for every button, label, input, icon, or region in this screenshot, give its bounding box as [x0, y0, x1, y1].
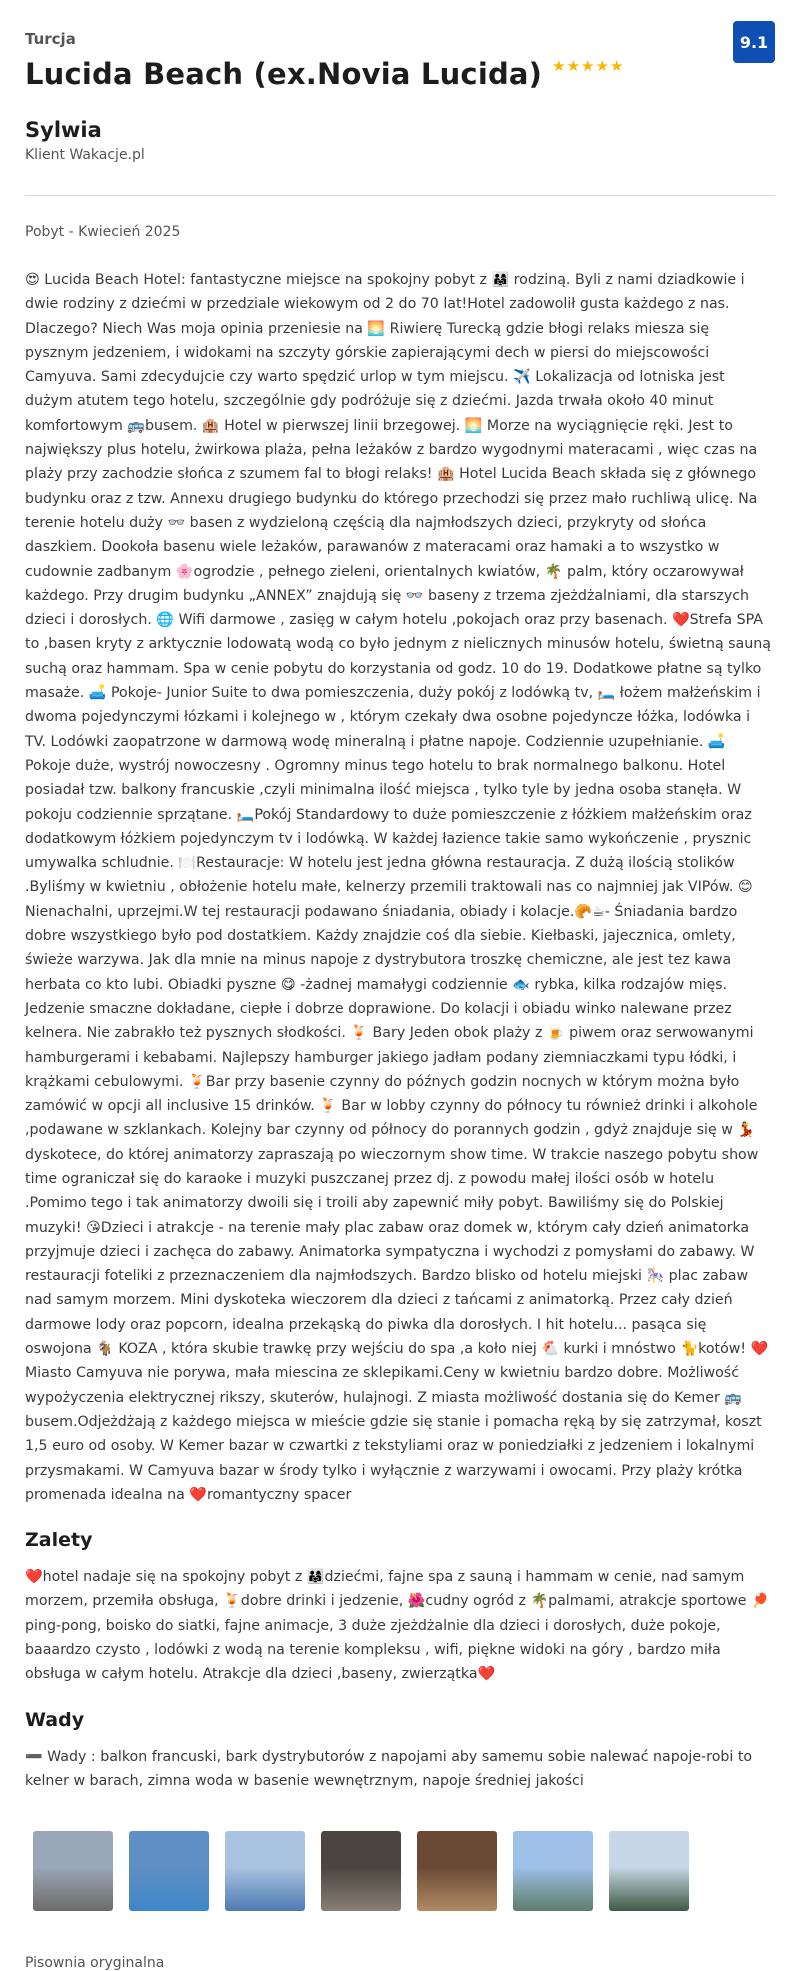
star-icon: ★: [595, 56, 609, 75]
score-badge: 9.1: [733, 21, 775, 63]
hotel-facade-photo[interactable]: [33, 1831, 113, 1911]
stay-date: Pobyt - Kwiecień 2025: [25, 224, 181, 240]
review-text: 😍 Lucida Beach Hotel: fantastyczne miejsce na spokojny pobyt z 👨‍👩‍👧 rodziną. Byli z nami dziadkowie i dwie rodziny z dziećmi w przedziale wiekowym od 2 do 70 lat!Hotel zadowolił gusta każdego z nas. Dlaczego? Niech Was moja opinia przeniesie na 🌅 Riwierę Turecką gdzie błogi relaks miesza się pysznym jedzeniem, i widokami na szczyty górskie zapierającymi dech w piersi do miejscowości Camyuva. Sami zdecydujcie czy warto spędzić urlop w tym miejscu. ✈️ Lokalizacja od lotniska jest dużym atutem tego hotelu, szczególnie gdy podróżuje się z dziećmi. Jazda trwała około 40 minut komfortowym 🚌busem. 🏨 Hotel w pierwszej linii brzegowej. 🌅 Morze na wyciągnięcie ręki. Jest to największy plus hotelu, żwirkowa plaża, pełna leżaków z bardzo wygodnymi materacami , więc czas na plaży przy zachodzie słońca z szumem fal to błogi relaks! 🏨 Hotel Lucida Beach składa się z głównego budynku oraz z tzw. Annexu drugiego budynku do którego przechodzi się przez mało ruchliwą ulicę. Na terenie hotelu duży 👓 basen z wydzieloną częścią dla najmłodszych dzieci, przykryty od słońca daszkiem. Dookoła basenu wiele leżaków, parawanów z materacami oraz hamaki a to wszystko w cudownie zadbanym 🌸ogrodzie , pełnego zieleni, orientalnych kwiatów, 🌴 palm, który oczarowywał każdego. Przy drugim budynku „ANNEX” znajdują się 👓 baseny z trzema zjeżdżalniami, dla starszych dzieci i dorosłych. 🌐 Wifi darmowe , zasięg w całym hotelu ,pokojach oraz przy basenach. ❤️Strefa SPA to ,basen kryty z arktycznie lodowatą wodą co było jednym z nielicznych minusów hotelu, świetną sauną suchą oraz hammam. Spa w cenie pobytu do korzystania od godz. 10 do 19. Dodatkowe płatne są tylko masaże. 🛋️ Pokoje- Junior Suite to dwa pomieszczenia, duży pokój z lodówką tv, 🛏️ łożem małżeńskim i dwoma pojedynczymi łózkami i kolejnego w , którym czekały dwa osobne pojedyncze łóżka, lodówka i TV. Lodówki zaopatrzone w darmową wodę mineralną i płatne napoje. Codziennie uzupełnianie. 🛋️ Pokoje duże, wystrój nowoczesny . Ogromny minus tego hotelu to brak normalnego balkonu. Hotel posiadał tzw. balkony francuskie ,czyli minimalna ilość miejsca , tylko tyle by jedna osoba stanęła. W pokoju codziennie sprzątane. 🛏️Pokój Standardowy to duże pomieszczenie z łóżkiem małżeńskim oraz dodatkowym łóżkiem pojedynczym tv i lodówką. W każdej łazience takie samo wykończenie , prysznic umywalka schludnie. 🍽️Restauracje: W hotelu jest jedna główna restauracja. Z dużą ilością stolików .Byliśmy w kwietniu , obłożenie hotelu małe, kelnerzy przemili traktowali nas co najmniej jak VIPów. 😊Nienachalni, uprzejmi.W tej restauracji podawano śniadania, obiady i kolacje.🥐☕- Śniadania bardzo dobre wszystkiego było pod dostatkiem. Każdy znajdzie coś dla siebie. Kiełbaski, jajecznica, omlety, świeże warzywa. Jak dla mnie na minus napoje z dystrybutora troszkę chemiczne, ale jest tez kawa herbata co kto lubi. Obiadki pyszne 😋 -żadnej mamałygi codziennie 🐟 rybka, kilka rodzajów mięs. Jedzenie smaczne dokładane, ciepłe i dobrze doprawione. Do kolacji i obiadu winko nalewane przez kelnera. Nie zabrakło też pysznych słodkości. 🍹 Bary Jeden obok plaży z 🍺 piwem oraz serwowanymi hamburgerami i kebabami. Najlepszy hamburger jakiego jadłam podany ziemniaczkami typu łódki, i krążkami cebulowymi. 🍹Bar przy basenie czynny do późnych godzin nocnych w którym można było zamówić w opcji all inclusive 15 drinków. 🍹 Bar w lobby czynny do północy tu również drinki i alkohole ,podawane w szklankach. Kolejny bar czynny od północy do porannych godzin , gdyż znajduje się w 💃 dyskotece, do której animatorzy zapraszają po wieczornym show time. W trakcie naszego pobytu show time ograniczał się do karaoke i muzyki puszczanej przez dj. z powodu małej ilości osób w hotelu .Pomimo tego i tak animatorzy dwoili się i troili aby zapewnić miły pobyt. Bawiliśmy się do Polskiej muzyki! 😘Dzieci i atrakcje - na terenie mały plac zabaw oraz domek w, którym cały dzień animatorka przyjmuje dzieci i zachęca do zabawy. Animatorka sympatyczna i wychodzi z pomysłami do zabawy. W restauracji foteliki z przeznaczeniem dla najmłodszych. Bardzo blisko od hotelu miejski 🎠 plac zabaw nad samym morzem. Mini dyskoteka wieczorem dla dzieci z tańcami z animatorką. Przez cały dzień darmowe lody oraz popcorn, idealna przekąską do piwka dla dorosłych. I hit hotelu... pasąca się oswojona 🐐 KOZA , która skubie trawkę przy wejściu do spa ,a koło niej 🐔 kurki i mnóstwo 🐈kotów! ❤️Miasto Camyuva nie porywa, mała miescina ze sklepikami.Ceny w kwietniu bardzo dobre. Możliwość wypożyczenia elektrycznej rikszy, skuterów, hulajnogi. Z miasta możliwość dostania się do Kemer 🚌 busem.Odjeżdżają z każdego miejsca w mieście gdzie się stanie i pomacha ręką by się zatrzymał, koszt 1,5 euro od osoby. W Kemer bazar w czwartki z tekstyliami oraz w poniedziałki z jedzeniem i lokalnymi przysmakami. W Camyuva bazar w środy tylko i wyłącznie z warzywami i owocami. Przy plaży krótka promenada idealna na ❤️romantyczny spacer: [25, 272, 771, 1503]
author-name: Sylwia: [25, 118, 102, 142]
cons-heading: Wady: [25, 1708, 85, 1731]
garden-photo[interactable]: [513, 1831, 593, 1911]
title-row: [25, 52, 775, 96]
cons-text: ➖ Wady : balkon francuski, bark dystrybutorów z napojami aby samemu sobie nalewać napoje-robi to kelner w barach, zimna woda w basenie wewnętrznym, napoje średniej jakości: [25, 1748, 753, 1789]
pros-text: ❤️hotel nadaje się na spokojny pobyt z 👨‍👩‍👧dziećmi, fajne spa z sauną i hammam w cenie, nad samym morzem, przemiła obsługa, 🍹dobre drinki i jedzenie, 🌺cudny ogród z 🌴palmami, atrakcje sportowe 🏓 ping-pong, boisko do siatki, fajne animacje, 3 duże zjeżdżalnie dla dzieci i dorosłych, duże pokoje, baaardzo czysto , lodówki z wodą na terenie kompleksu , wifi, piękne widoki na góry , bardzo miła obsługa w całym hotelu. Atrakcje dla dzieci ,baseny, zwierzątka❤️: [25, 1569, 769, 1683]
hotel-name[interactable]: Lucida Beach (ex.Novia Lucida): [25, 57, 543, 91]
room-photo[interactable]: [321, 1831, 401, 1911]
original-spelling-note: Pisownia oryginalna: [25, 1955, 165, 1971]
photo-gallery: [25, 1831, 775, 1911]
review-card: [25, 0, 775, 1971]
divider: [25, 195, 775, 196]
star-rating: [552, 56, 624, 75]
restaurant-photo[interactable]: [417, 1831, 497, 1911]
pros-heading: Zalety: [25, 1529, 93, 1552]
star-icon: ★: [566, 56, 581, 75]
country-label: Turcja: [25, 30, 76, 48]
star-icon: ★: [581, 56, 595, 75]
terrace-photo[interactable]: [609, 1831, 689, 1911]
sea-view-photo[interactable]: [225, 1831, 305, 1911]
author-role: Klient Wakacje.pl: [25, 147, 145, 163]
star-icon: ★: [552, 56, 566, 75]
pool-photo[interactable]: [129, 1831, 209, 1911]
star-icon: ★: [609, 56, 624, 75]
